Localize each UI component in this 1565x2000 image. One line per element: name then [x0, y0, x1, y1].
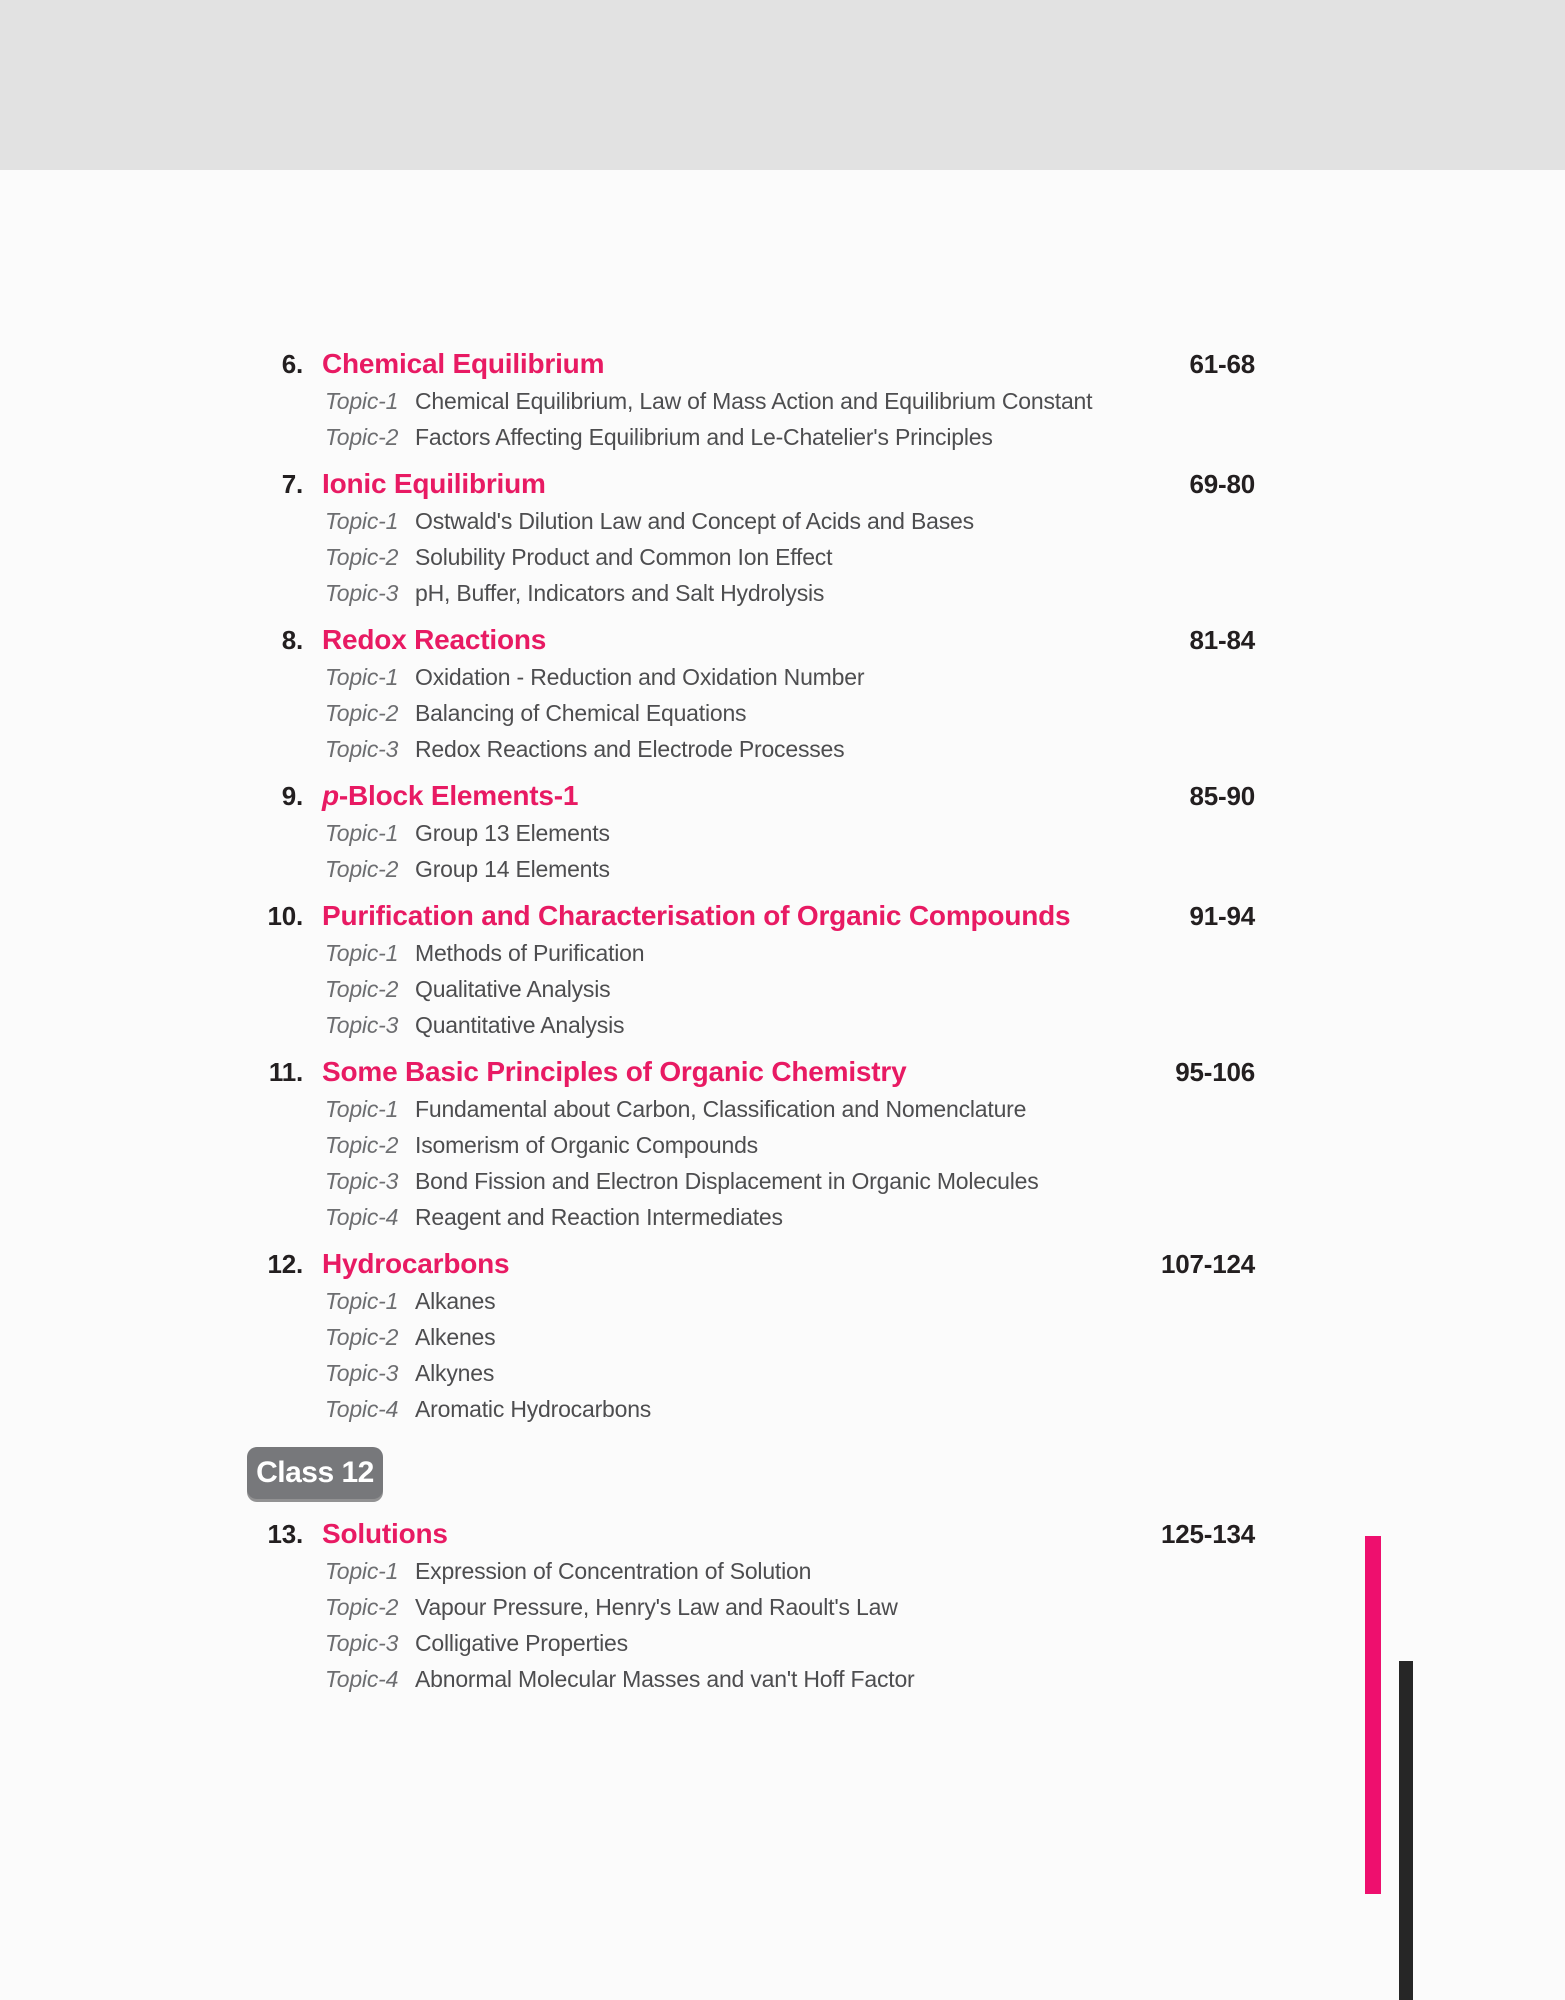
topic-label: Topic-1 — [325, 1288, 399, 1314]
topic-title: Colligative Properties — [415, 1630, 628, 1656]
topic-title: Isomerism of Organic Compounds — [415, 1132, 758, 1158]
chapter-title: Some Basic Principles of Organic Chemistry — [322, 1056, 907, 1087]
toc-chapter — [265, 1245, 1255, 1427]
topic-label: Topic-1 — [325, 1096, 399, 1122]
chapter-row — [265, 1053, 1255, 1091]
chapter-title: Hydrocarbons — [322, 1248, 510, 1279]
chapter-row — [265, 897, 1255, 935]
topic-title: Alkanes — [415, 1288, 496, 1314]
chapter-number: 12. — [267, 1249, 303, 1279]
topic-row — [265, 1625, 1255, 1661]
topic-title: Bond Fission and Electron Displacement in Organic Molecules — [415, 1168, 1039, 1194]
topic-label: Topic-1 — [325, 1558, 399, 1584]
chapter-title: Solutions — [322, 1518, 448, 1549]
topic-row — [265, 935, 1255, 971]
topic-row — [265, 1163, 1255, 1199]
toc-chapter — [265, 1515, 1255, 1697]
chapter-number: 10. — [267, 901, 303, 931]
topic-title: Vapour Pressure, Henry's Law and Raoult's Law — [415, 1594, 898, 1620]
topic-label: Topic-3 — [325, 736, 399, 762]
topic-row — [265, 971, 1255, 1007]
topic-title: Group 14 Elements — [415, 856, 610, 882]
chapter-page-range: 107-124 — [1160, 1249, 1255, 1279]
topic-row — [265, 731, 1255, 767]
topic-title: Solubility Product and Common Ion Effect — [415, 544, 833, 570]
topic-label: Topic-1 — [325, 940, 399, 966]
header-band — [0, 0, 1565, 170]
topic-label: Topic-3 — [325, 1012, 399, 1038]
topic-label: Topic-3 — [325, 1168, 399, 1194]
chapter-row — [265, 777, 1255, 815]
pink-accent-bar — [1365, 1536, 1381, 1894]
topic-label: Topic-1 — [325, 508, 399, 534]
topic-label: Topic-3 — [325, 1630, 399, 1656]
topic-row — [265, 383, 1255, 419]
toc-chapter — [265, 897, 1255, 1043]
topic-row — [265, 1553, 1255, 1589]
topic-label: Topic-3 — [325, 1360, 399, 1386]
black-accent-bar — [1399, 1661, 1413, 2000]
chapter-title: Chemical Equilibrium — [322, 348, 605, 379]
topic-label: Topic-3 — [325, 580, 399, 606]
toc-chapter — [265, 777, 1255, 887]
topic-label: Topic-2 — [325, 976, 399, 1002]
topic-label: Topic-4 — [325, 1396, 399, 1422]
topic-row — [265, 659, 1255, 695]
topic-title: Alkenes — [415, 1324, 496, 1350]
chapter-title: Purification and Characterisation of Organic Compounds — [322, 900, 1071, 931]
chapter-number: 9. — [281, 781, 303, 811]
topic-title: Oxidation - Reduction and Oxidation Number — [415, 664, 865, 690]
topic-title: Balancing of Chemical Equations — [415, 700, 747, 726]
topic-label: Topic-2 — [325, 1594, 399, 1620]
chapter-title-italic-prefix: p — [322, 780, 339, 811]
topic-label: Topic-1 — [325, 664, 399, 690]
chapter-page-range: 125-134 — [1160, 1519, 1255, 1549]
topic-row — [265, 1589, 1255, 1625]
topic-title: Reagent and Reaction Intermediates — [415, 1204, 783, 1230]
topic-title: Chemical Equilibrium, Law of Mass Action and Equilibrium Constant — [415, 388, 1093, 414]
chapter-page-range: 61-68 — [1189, 349, 1255, 379]
chapter-page-range: 85-90 — [1189, 781, 1255, 811]
chapter-number: 8. — [281, 625, 303, 655]
topic-row — [265, 1127, 1255, 1163]
toc-chapter — [265, 465, 1255, 611]
chapter-row — [265, 1245, 1255, 1283]
topic-label: Topic-2 — [325, 544, 399, 570]
topic-label: Topic-1 — [325, 388, 399, 414]
topic-title: pH, Buffer, Indicators and Salt Hydrolysis — [415, 580, 825, 606]
topic-title: Abnormal Molecular Masses and van't Hoff Factor — [415, 1666, 915, 1692]
topic-title: Quantitative Analysis — [415, 1012, 625, 1038]
topic-row — [265, 851, 1255, 887]
topic-row — [265, 575, 1255, 611]
chapter-page-range: 91-94 — [1189, 901, 1255, 931]
topic-row — [265, 1007, 1255, 1043]
topic-row — [265, 1355, 1255, 1391]
topic-row — [265, 695, 1255, 731]
topic-row — [265, 1319, 1255, 1355]
chapter-number: 11. — [268, 1057, 303, 1087]
topic-label: Topic-2 — [325, 856, 399, 882]
topic-label: Topic-4 — [325, 1666, 399, 1692]
chapter-title: Redox Reactions — [322, 624, 547, 655]
topic-row — [265, 539, 1255, 575]
topic-row — [265, 1283, 1255, 1319]
topic-title: Factors Affecting Equilibrium and Le-Chatelier's Principles — [415, 424, 993, 450]
chapter-row — [265, 345, 1255, 383]
topic-row — [265, 1661, 1255, 1697]
topic-label: Topic-2 — [325, 424, 399, 450]
topic-label: Topic-1 — [325, 820, 399, 846]
topic-row — [265, 815, 1255, 851]
toc-chapter — [265, 1053, 1255, 1235]
toc-chapter — [265, 621, 1255, 767]
chapter-title: Ionic Equilibrium — [322, 468, 546, 499]
chapter-row — [265, 621, 1255, 659]
chapter-row — [265, 465, 1255, 503]
topic-title: Expression of Concentration of Solution — [415, 1558, 812, 1584]
topic-row — [265, 1391, 1255, 1427]
topic-label: Topic-4 — [325, 1204, 399, 1230]
topic-label: Topic-2 — [325, 700, 399, 726]
chapter-page-range: 95-106 — [1175, 1057, 1255, 1087]
topic-row — [265, 1199, 1255, 1235]
topic-title: Alkynes — [415, 1360, 495, 1386]
topic-row — [265, 419, 1255, 455]
topic-title: Group 13 Elements — [415, 820, 610, 846]
chapter-page-range: 81-84 — [1189, 625, 1255, 655]
chapter-number: 7. — [281, 469, 303, 499]
topic-title: Methods of Purification — [415, 940, 645, 966]
topic-title: Ostwald's Dilution Law and Concept of Acids and Bases — [415, 508, 974, 534]
table-of-contents — [256, 345, 1255, 1697]
chapter-title: p-Block Elements-1 — [322, 780, 579, 811]
topic-row — [265, 1091, 1255, 1127]
toc-chapter — [265, 345, 1255, 455]
chapter-number: 6. — [281, 349, 303, 379]
topic-title: Fundamental about Carbon, Classification and Nomenclature — [415, 1096, 1027, 1122]
topic-title: Aromatic Hydrocarbons — [415, 1396, 652, 1422]
chapter-number: 13. — [267, 1519, 303, 1549]
class-12-badge: Class 12 — [247, 1447, 383, 1499]
topic-title: Qualitative Analysis — [415, 976, 611, 1002]
topic-label: Topic-2 — [325, 1132, 399, 1158]
topic-label: Topic-2 — [325, 1324, 399, 1350]
topic-title: Redox Reactions and Electrode Processes — [415, 736, 845, 762]
topic-row — [265, 503, 1255, 539]
chapter-row — [265, 1515, 1255, 1553]
chapter-page-range: 69-80 — [1189, 469, 1255, 499]
